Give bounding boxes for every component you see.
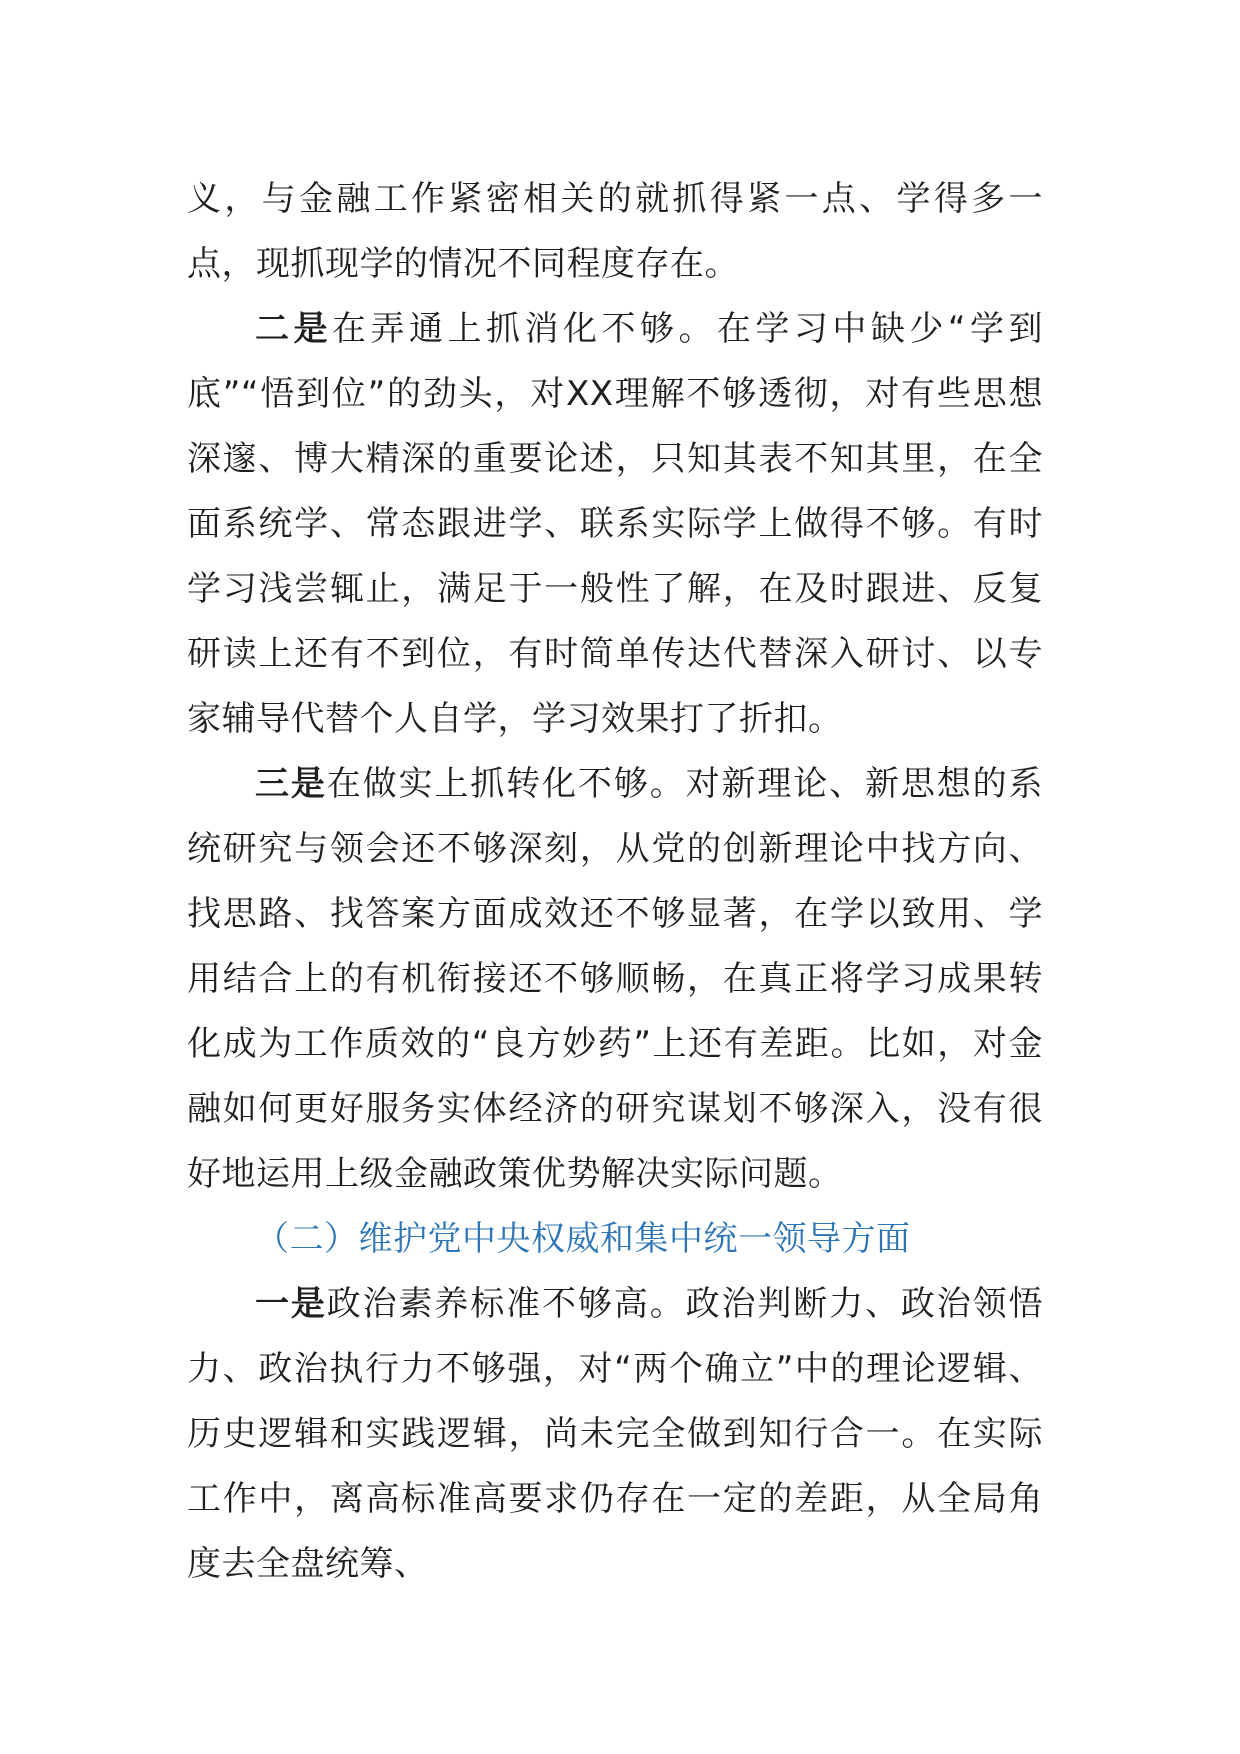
paragraph-text: 在做实上抓转化不够。对新理论、新思想的系统研究与领会还不够深刻，从党的创新理论中找方向、找思路、找答案方面成效还不够显著，在学以致用、学用结合上的有机衔接还不够顺畅，在真正将学习成果转化成为工作质效的“良方妙药”上还有差距。比如，对金融如何更好服务实体经济的研究谋划不够深入，没有很好地运用上级金融政策优势解决实际问题。: [187, 764, 1044, 1194]
paragraph-text: 政治素养标准不够高。政治判断力、政治领悟力、政治执行力不够强，对“两个确立”中的理论逻辑、历史逻辑和实践逻辑，尚未完全做到知行合一。在实际工作中，离高标准高要求仍存在一定的差距，从全局角度去全盘统筹、: [187, 1284, 1044, 1584]
section-heading-text: （二）维护党中央权威和集中统一领导方面: [255, 1219, 911, 1259]
paragraph-lead: 一是: [255, 1284, 327, 1324]
paragraph-point-two: [187, 297, 1043, 752]
paragraph-text: 义，与金融工作紧密相关的就抓得紧一点、学得多一点，现抓现学的情况不同程度存在。: [187, 179, 1043, 284]
paragraph-point-one: [187, 1272, 1043, 1597]
document-page: [187, 167, 1043, 1597]
paragraph-point-three: [187, 752, 1043, 1207]
section-heading: [187, 1207, 1043, 1272]
paragraph-continuation: [187, 167, 1043, 297]
paragraph-lead: 三是: [255, 764, 327, 804]
paragraph-text: 在弄通上抓消化不够。在学习中缺少“学到底”“悟到位”的劲头，对XX理解不够透彻，对有些思想深邃、博大精深的重要论述，只知其表不知其里，在全面系统学、常态跟进学、联系实际学上做得不够。有时学习浅尝辄止，满足于一般性了解，在及时跟进、反复研读上还有不到位，有时简单传达代替深入研讨、以专家辅导代替个人自学，学习效果打了折扣。: [187, 309, 1044, 739]
paragraph-lead: 二是: [255, 309, 332, 349]
